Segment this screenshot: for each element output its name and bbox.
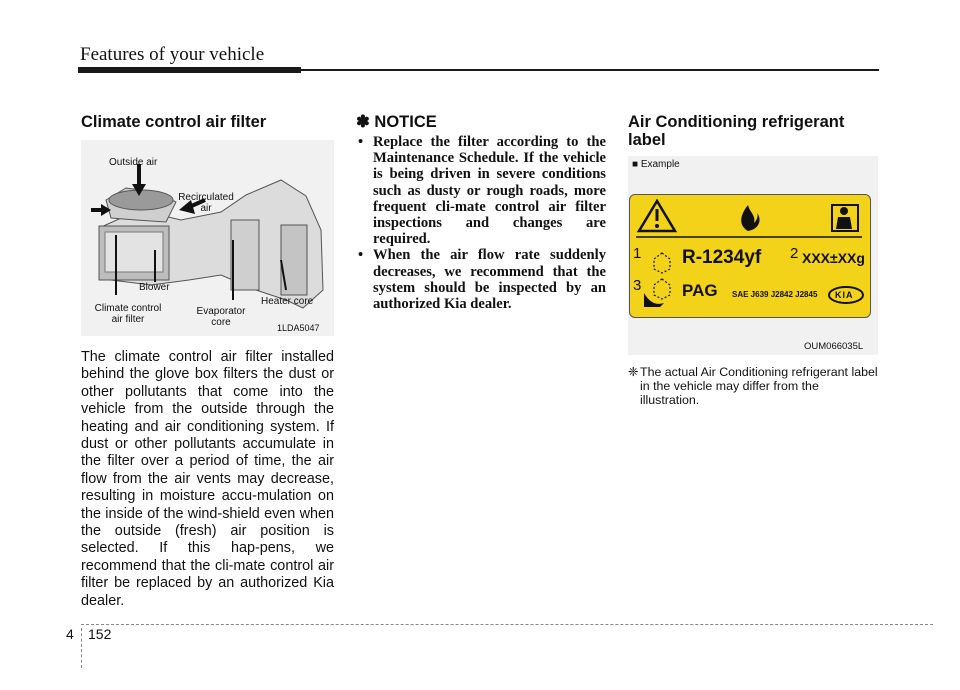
figure-code-right: OUM066035L bbox=[804, 341, 864, 352]
chapter-number: 4 bbox=[66, 626, 74, 642]
notice-item-text: When the air flow rate suddenly decreases, we recommend that the system should be inspected by an authorized Kia dealer. bbox=[373, 247, 606, 313]
section-heading-air-filter: Climate control air filter bbox=[81, 113, 267, 131]
refrigerant-type: R-1234yf bbox=[682, 247, 762, 268]
refrigerant-note bbox=[628, 365, 878, 408]
label-number-1: 1 bbox=[633, 245, 642, 262]
label-climate-control-filter bbox=[85, 303, 171, 325]
refrigerant-label bbox=[629, 194, 871, 318]
notice-item bbox=[356, 247, 606, 312]
notice-item bbox=[356, 134, 606, 247]
air-filter-diagram bbox=[81, 140, 334, 336]
notice-symbol-icon: ✽ bbox=[356, 113, 370, 131]
note-symbol-icon: ❈ bbox=[628, 365, 639, 379]
section-heading-refrigerant-label bbox=[628, 113, 844, 149]
kia-logo: KIA bbox=[835, 290, 854, 300]
note-text: The actual Air Conditioning refrigerant label in the vehicle may differ from the illustration. bbox=[640, 365, 878, 408]
bullet-icon: • bbox=[358, 134, 364, 150]
notice-title: NOTICE bbox=[374, 113, 437, 131]
notice-item-text: Replace the filter according to the Maintenance Schedule. If the vehicle is being driven in severe conditions such as dusty or rough roads, more frequent cli-mate control air filter inspections and changes are required. bbox=[373, 134, 606, 248]
figure-code-left: 1LDA5047 bbox=[277, 323, 320, 333]
label-evaporator-line2: core bbox=[211, 317, 231, 328]
notice-list bbox=[356, 134, 606, 312]
refrigerant-amount: XXX±XXg bbox=[802, 250, 865, 266]
label-number-2: 2 bbox=[790, 245, 799, 262]
label-number-3: 3 bbox=[633, 277, 642, 294]
label-heater-core: Heater core bbox=[261, 296, 314, 307]
label-blower: Blower bbox=[139, 282, 170, 293]
heading-line2: label bbox=[628, 131, 666, 149]
label-recirculated-line2: air bbox=[200, 203, 212, 214]
label-recirculated-line1: Recirculated bbox=[178, 192, 234, 203]
example-caption: ■ Example bbox=[632, 159, 680, 170]
page-header-title: Features of your vehicle bbox=[80, 44, 265, 65]
sae-standards: SAE J639 J2842 J2845 bbox=[732, 290, 818, 299]
label-evaporator-line1: Evaporator bbox=[196, 306, 246, 317]
footer-rule bbox=[81, 624, 933, 625]
oil-type: PAG bbox=[682, 281, 718, 300]
notice-heading bbox=[356, 112, 437, 132]
refrigerant-label-figure bbox=[628, 156, 878, 355]
footer-divider bbox=[81, 628, 82, 668]
header-bar bbox=[78, 67, 301, 73]
page-number: 152 bbox=[88, 626, 112, 642]
header-rule bbox=[301, 69, 879, 71]
label-evaporator-core bbox=[189, 306, 253, 328]
label-recirculated-air bbox=[171, 192, 241, 214]
label-filter-line2: air filter bbox=[111, 314, 145, 325]
label-filter-line1: Climate control bbox=[94, 303, 162, 314]
label-outside-air: Outside air bbox=[109, 157, 158, 168]
air-filter-description: The climate control air filter installed behind the glove box filters the dust or other pollutants that come into the vehicle from the outside through the heating and air conditioning system. If dust or other pollutants accumulate in the filter over a period of time, the air flow from the air vents may decrease, resulting in moisture accu-mulation on the inside of the wind-shield even when the outside (fresh) air position is selected. If this hap-pens, we recommend that the cli-mate control air filter be replaced by an authorized Kia dealer. bbox=[81, 349, 334, 609]
heading-line1: Air Conditioning refrigerant bbox=[628, 113, 845, 131]
bullet-icon: • bbox=[358, 247, 364, 264]
